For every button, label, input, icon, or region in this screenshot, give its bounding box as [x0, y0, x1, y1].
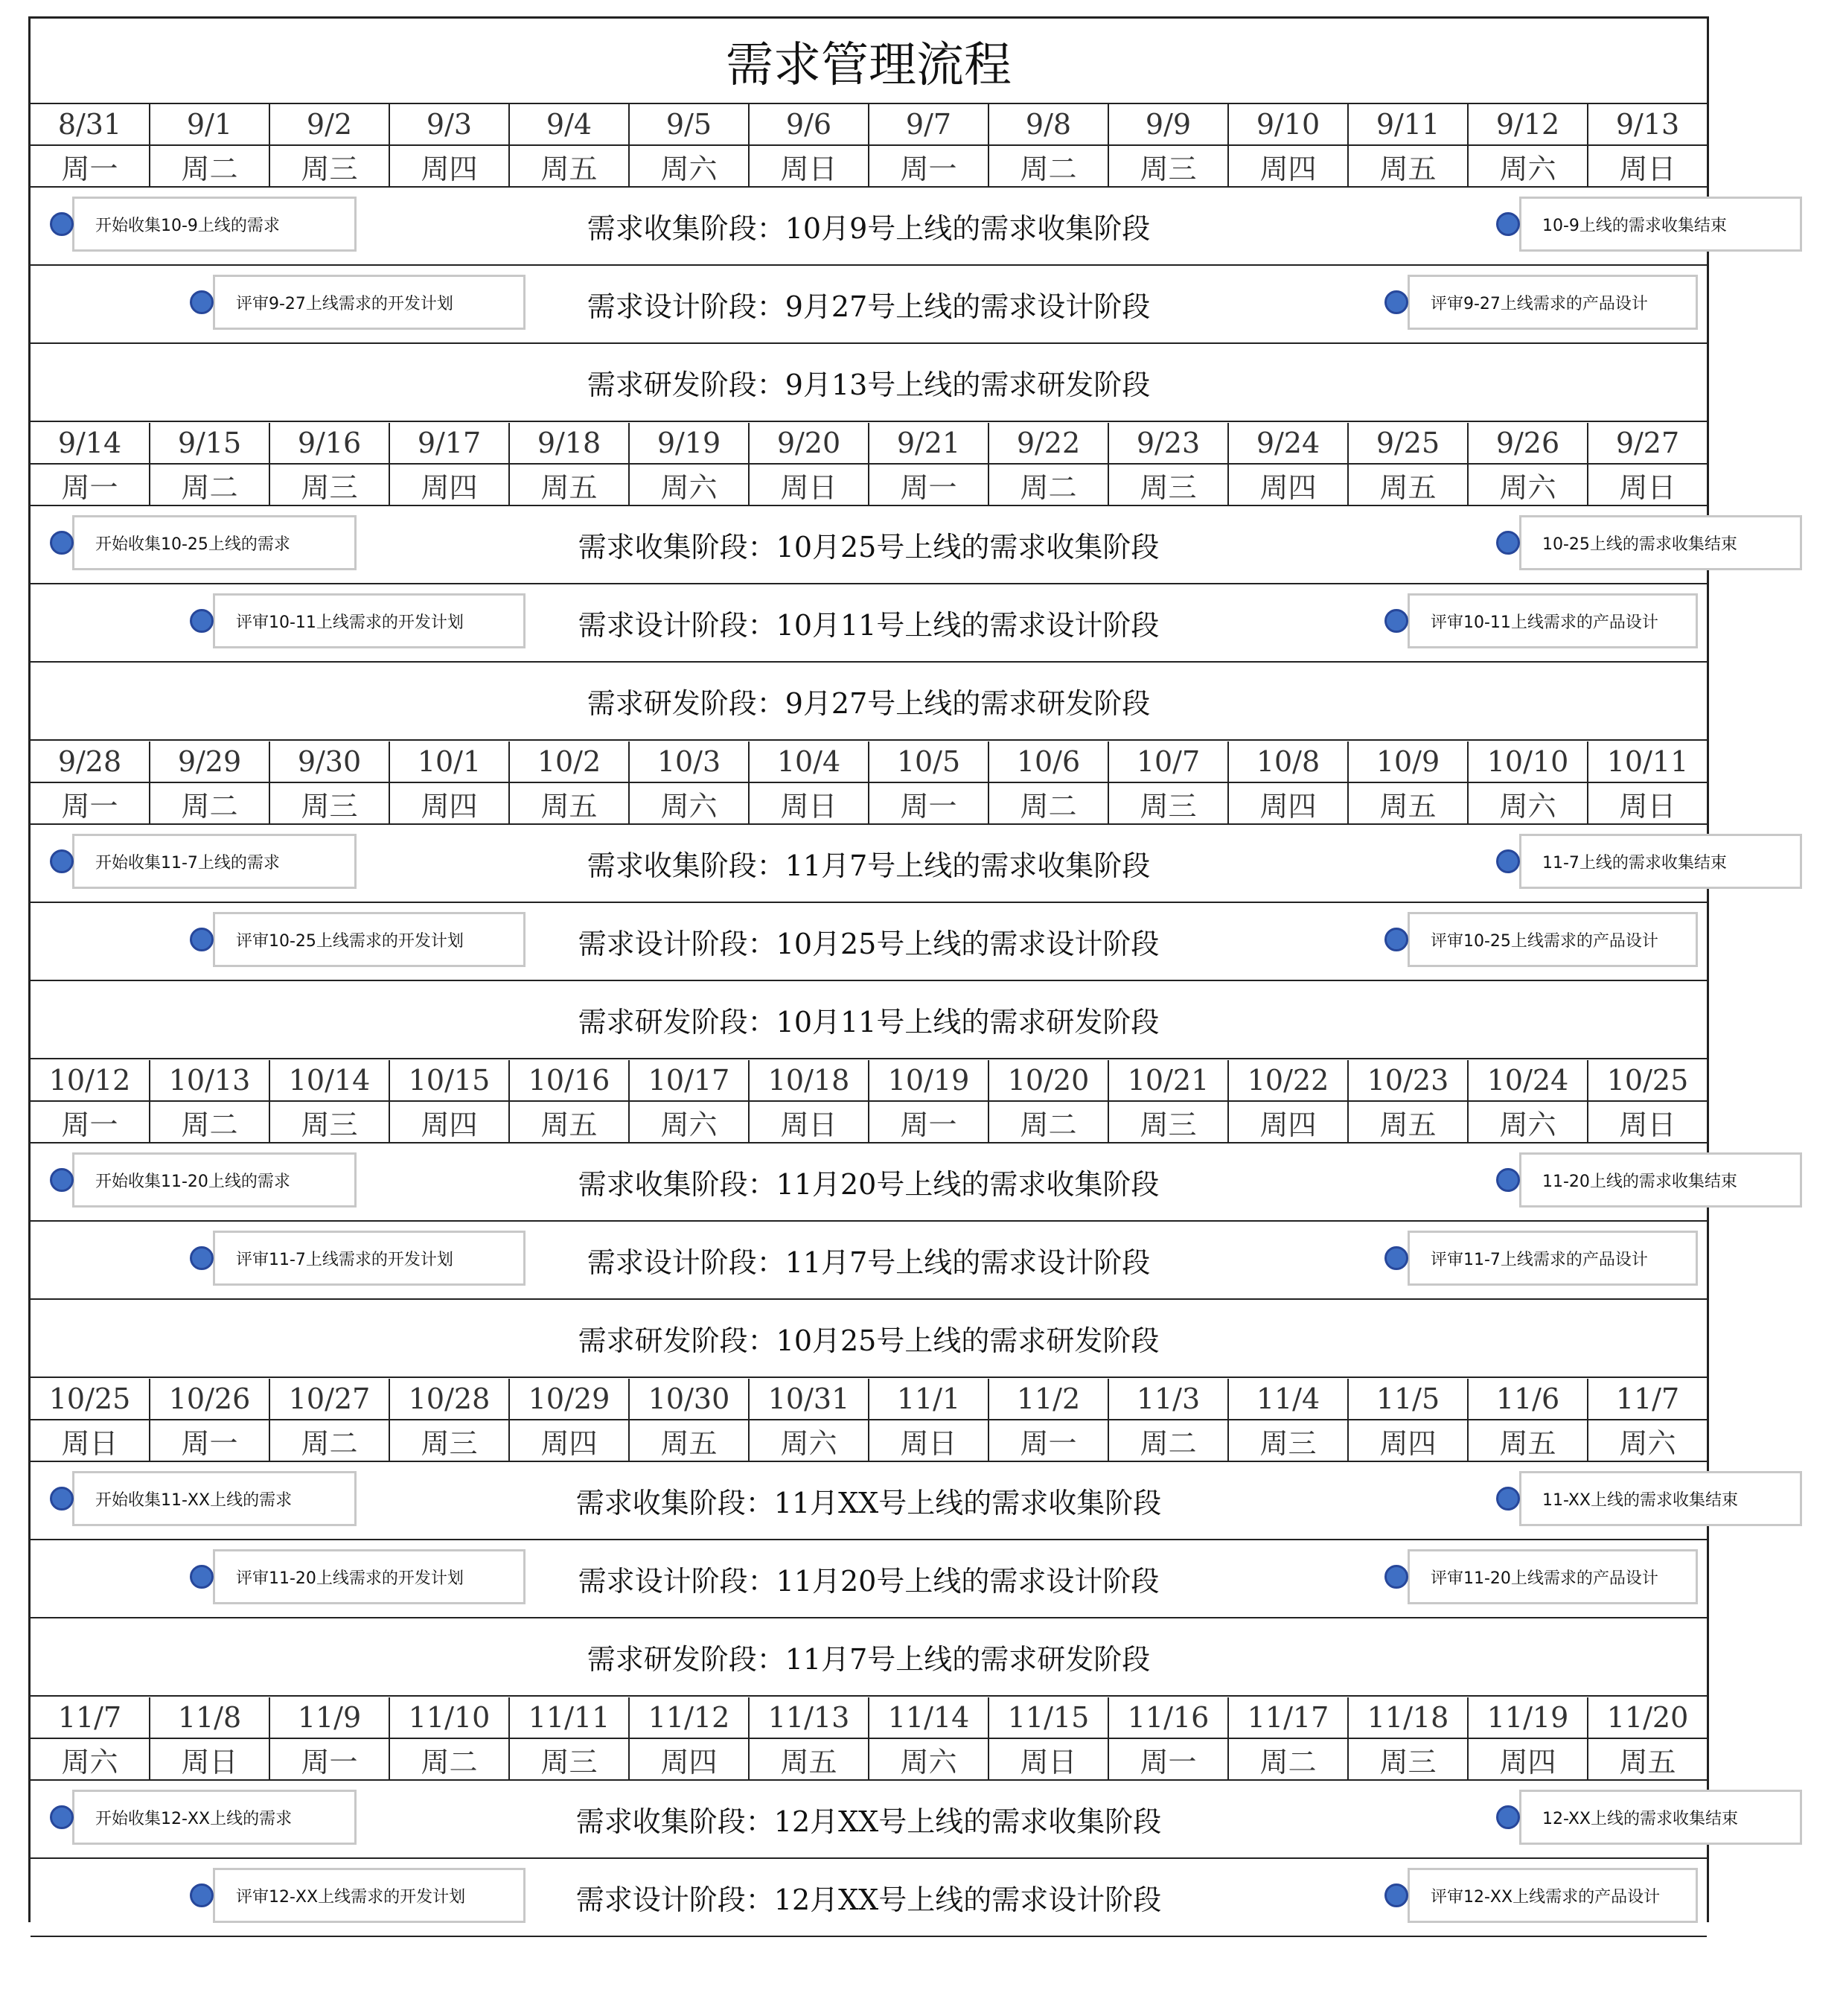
- weekday-cell: 周三: [1349, 1739, 1469, 1779]
- date-cell: 10/25: [31, 1379, 150, 1419]
- date-cell: 9/6: [750, 104, 869, 144]
- milestone-dot-icon: [190, 290, 214, 314]
- milestone-dot-icon: [50, 1805, 74, 1829]
- date-cell: 10/8: [1229, 741, 1349, 782]
- weekday-cell: 周五: [1349, 465, 1469, 505]
- date-cell: 10/29: [510, 1379, 630, 1419]
- weekday-cell: 周四: [1229, 783, 1349, 823]
- weekday-cell: 周日: [1619, 1108, 1676, 1141]
- stage-row-collect: [31, 1143, 1737, 1222]
- date-cell: 9/16: [270, 423, 390, 463]
- date-cell: 10/2: [510, 741, 630, 782]
- weekday-cell: 周日: [750, 1102, 869, 1142]
- date-cell: 10/26: [150, 1379, 270, 1419]
- date-cell: 10/24: [1469, 1060, 1588, 1100]
- weekday-cell: 周四: [390, 465, 510, 505]
- stage-row-collect: [31, 825, 1727, 903]
- date-cell: 11/6: [1469, 1379, 1588, 1419]
- date-row: [31, 741, 1707, 783]
- date-cell: 11/19: [1469, 1697, 1588, 1738]
- date-cell: 9/20: [750, 423, 869, 463]
- milestone-note-right: 11-20上线的需求收集结束: [1519, 1152, 1802, 1208]
- milestone-dot-icon: [1384, 1883, 1408, 1907]
- date-cell: 10/22: [1229, 1060, 1349, 1100]
- weekday-cell: 周六: [869, 1739, 989, 1779]
- milestone-dot-icon: [50, 531, 74, 555]
- date-cell: 11/4: [1229, 1379, 1349, 1419]
- date-cell: 10/28: [390, 1379, 510, 1419]
- date-cell: 10/14: [270, 1060, 390, 1100]
- stage-label-collect: 需求收集阶段：10月9号上线的需求收集阶段: [587, 212, 1151, 245]
- weekday-cell: 周五: [510, 465, 630, 505]
- stage-row-collect: [31, 506, 1737, 584]
- date-cell: 9/29: [150, 741, 270, 782]
- stage-row-dev: [31, 344, 1707, 422]
- milestone-note-left: 评审11-7上线需求的开发计划: [213, 1231, 526, 1286]
- date-cell: 9/27: [1615, 427, 1680, 459]
- process-sheet: [28, 16, 1738, 1922]
- stage-label-design: 需求设计阶段：9月27号上线的需求设计阶段: [587, 290, 1151, 323]
- date-cell: 11/16: [1109, 1697, 1229, 1738]
- date-cell: 11/17: [1229, 1697, 1349, 1738]
- stage-label-design: 需求设计阶段：12月XX号上线的需求设计阶段: [575, 1883, 1162, 1916]
- milestone-dot-icon: [1496, 1487, 1520, 1511]
- date-cell: 11/15: [989, 1697, 1109, 1738]
- date-cell: 10/1: [390, 741, 510, 782]
- stage-label-design: 需求设计阶段：10月11号上线的需求设计阶段: [578, 609, 1160, 642]
- milestone-dot-icon: [190, 1246, 214, 1270]
- schedule-block: [31, 1379, 1738, 1697]
- date-cell: 10/25: [1606, 1064, 1689, 1097]
- date-cell: 9/7: [869, 104, 989, 144]
- schedule-block: [31, 423, 1737, 741]
- date-cell: 9/21: [869, 423, 989, 463]
- weekday-cell: 周六: [1469, 465, 1588, 505]
- stage-label-dev: 需求研发阶段：10月11号上线的需求研发阶段: [578, 1006, 1160, 1039]
- date-cell: 10/13: [150, 1060, 270, 1100]
- milestone-dot-icon: [1384, 928, 1408, 951]
- date-cell: 10/19: [869, 1060, 989, 1100]
- milestone-note-right: 评审12-XX上线需求的产品设计: [1408, 1868, 1698, 1923]
- weekday-cell: 周一: [31, 783, 150, 823]
- milestone-note-left: 开始收集12-XX上线的需求: [72, 1790, 357, 1845]
- milestone-note-left: 开始收集10-25上线的需求: [72, 515, 357, 570]
- weekday-cell: 周五: [750, 1739, 869, 1779]
- milestone-note-right: 评审10-25上线需求的产品设计: [1408, 912, 1698, 967]
- weekday-cell: 周五: [1469, 1420, 1588, 1461]
- milestone-note-right: 12-XX上线的需求收集结束: [1519, 1790, 1802, 1845]
- date-cell: 9/19: [630, 423, 750, 463]
- date-cell: 11/9: [270, 1697, 390, 1738]
- weekday-row: [31, 1739, 1707, 1781]
- weekday-cell: 周六: [31, 1739, 150, 1779]
- weekday-cell: 周一: [31, 146, 150, 186]
- stage-label-design: 需求设计阶段：10月25号上线的需求设计阶段: [578, 928, 1160, 960]
- milestone-note-right: 评审9-27上线需求的产品设计: [1408, 275, 1698, 330]
- weekday-row: [31, 465, 1707, 506]
- schedule-block: [31, 741, 1727, 1060]
- weekday-cell: 周六: [1619, 1426, 1676, 1460]
- date-cell: 9/24: [1229, 423, 1349, 463]
- weekday-row: [31, 1420, 1707, 1462]
- weekday-cell: 周一: [989, 1420, 1109, 1461]
- weekday-cell: 周二: [1109, 1420, 1229, 1461]
- date-cell: 11/13: [750, 1697, 869, 1738]
- date-cell: 9/13: [1615, 108, 1680, 141]
- weekday-cell: 周日: [1619, 789, 1676, 823]
- milestone-note-right: 评审11-7上线需求的产品设计: [1408, 1231, 1698, 1286]
- date-cell: 11/5: [1349, 1379, 1469, 1419]
- weekday-cell: 周二: [989, 465, 1109, 505]
- milestone-dot-icon: [50, 849, 74, 873]
- weekday-row: [31, 783, 1707, 825]
- date-cell: 10/3: [630, 741, 750, 782]
- weekday-cell: 周一: [869, 465, 989, 505]
- weekday-row: [31, 146, 1707, 188]
- date-cell: 10/9: [1349, 741, 1469, 782]
- date-cell: 11/2: [989, 1379, 1109, 1419]
- weekday-cell: 周一: [869, 783, 989, 823]
- weekday-cell: 周六: [630, 783, 750, 823]
- date-cell: 9/9: [1109, 104, 1229, 144]
- date-cell: 9/26: [1469, 423, 1588, 463]
- date-cell: 10/16: [510, 1060, 630, 1100]
- date-cell: 9/8: [989, 104, 1109, 144]
- weekday-cell: 周三: [1109, 465, 1229, 505]
- weekday-cell: 周一: [150, 1420, 270, 1461]
- stage-row-design: [31, 266, 1707, 344]
- weekday-cell: 周五: [1349, 146, 1469, 186]
- stage-label-dev: 需求研发阶段：11月7号上线的需求研发阶段: [587, 1643, 1151, 1676]
- stage-row-collect: [31, 188, 1727, 266]
- date-row: [31, 1060, 1707, 1102]
- date-cell: 9/14: [31, 423, 150, 463]
- weekday-cell: 周五: [510, 146, 630, 186]
- weekday-cell: 周一: [869, 1102, 989, 1142]
- weekday-cell: 周一: [270, 1739, 390, 1779]
- date-cell: 10/6: [989, 741, 1109, 782]
- date-cell: 9/17: [390, 423, 510, 463]
- date-cell: 9/18: [510, 423, 630, 463]
- date-cell: 9/4: [510, 104, 630, 144]
- weekday-cell: 周六: [630, 465, 750, 505]
- date-cell: 10/20: [989, 1060, 1109, 1100]
- milestone-note-left: 开始收集11-XX上线的需求: [72, 1471, 357, 1526]
- date-cell: 10/10: [1469, 741, 1588, 782]
- weekday-cell: 周三: [1109, 1102, 1229, 1142]
- stage-row-dev: [31, 981, 1707, 1059]
- weekday-cell: 周三: [390, 1420, 510, 1461]
- weekday-cell: 周日: [750, 146, 869, 186]
- milestone-note-right: 11-XX上线的需求收集结束: [1519, 1471, 1802, 1526]
- weekday-cell: 周五: [510, 1102, 630, 1142]
- weekday-cell: 周二: [150, 465, 270, 505]
- milestone-note-left: 评审9-27上线需求的开发计划: [213, 275, 526, 330]
- date-cell: 11/7: [1615, 1382, 1680, 1415]
- stage-row-collect: [31, 1781, 1738, 1859]
- stage-label-design: 需求设计阶段：11月7号上线的需求设计阶段: [587, 1246, 1151, 1279]
- weekday-cell: 周四: [1349, 1420, 1469, 1461]
- milestone-note-left: 评审10-11上线需求的开发计划: [213, 593, 526, 648]
- weekday-cell: 周四: [630, 1739, 750, 1779]
- date-cell: 10/4: [750, 741, 869, 782]
- weekday-cell: 周二: [150, 146, 270, 186]
- weekday-cell: 周四: [1229, 1102, 1349, 1142]
- schedule-block: [31, 1060, 1737, 1379]
- weekday-cell: 周二: [390, 1739, 510, 1779]
- weekday-cell: 周三: [1109, 146, 1229, 186]
- schedule-block: [31, 1697, 1738, 2016]
- date-cell: 9/3: [390, 104, 510, 144]
- milestone-note-left: 评审10-25上线需求的开发计划: [213, 912, 526, 967]
- stage-row-design: [31, 1222, 1707, 1300]
- stage-row-collect: [31, 1462, 1738, 1540]
- weekday-cell: 周一: [31, 1102, 150, 1142]
- weekday-cell: 周四: [390, 783, 510, 823]
- weekday-cell: 周三: [270, 783, 390, 823]
- weekday-cell: 周二: [989, 1102, 1109, 1142]
- weekday-cell: 周日: [1619, 152, 1676, 185]
- date-cell: 9/1: [150, 104, 270, 144]
- stage-row-design: [31, 584, 1707, 663]
- weekday-cell: 周五: [510, 783, 630, 823]
- date-cell: 11/3: [1109, 1379, 1229, 1419]
- milestone-dot-icon: [1496, 849, 1520, 873]
- milestone-dot-icon: [1384, 1246, 1408, 1270]
- stage-row-dev: [31, 1300, 1707, 1378]
- weekday-cell: 周二: [989, 783, 1109, 823]
- milestone-dot-icon: [190, 928, 214, 951]
- date-cell: 9/2: [270, 104, 390, 144]
- milestone-note-right: 10-25上线的需求收集结束: [1519, 515, 1802, 570]
- weekday-cell: 周六: [1469, 146, 1588, 186]
- stage-row-dev: [31, 663, 1707, 741]
- milestone-dot-icon: [50, 1487, 74, 1511]
- stage-label-collect: 需求收集阶段：11月XX号上线的需求收集阶段: [575, 1487, 1162, 1519]
- stage-row-dev: [31, 1618, 1707, 1697]
- milestone-dot-icon: [1384, 1565, 1408, 1589]
- date-cell: 10/30: [630, 1379, 750, 1419]
- weekday-cell: 周一: [31, 465, 150, 505]
- weekday-cell: 周三: [1229, 1420, 1349, 1461]
- weekday-cell: 周五: [1349, 1102, 1469, 1142]
- milestone-note-left: 开始收集11-7上线的需求: [72, 834, 357, 889]
- stage-label-dev: 需求研发阶段：10月25号上线的需求研发阶段: [578, 1324, 1160, 1357]
- stage-row-design: [31, 1859, 1707, 1937]
- weekday-row: [31, 1102, 1707, 1143]
- milestone-note-right: 11-7上线的需求收集结束: [1519, 834, 1802, 889]
- date-cell: 8/31: [31, 104, 150, 144]
- weekday-cell: 周一: [1109, 1739, 1229, 1779]
- weekday-cell: 周二: [1229, 1739, 1349, 1779]
- date-cell: 9/23: [1109, 423, 1229, 463]
- weekday-cell: 周五: [1349, 783, 1469, 823]
- date-cell: 10/5: [869, 741, 989, 782]
- stage-label-collect: 需求收集阶段：11月20号上线的需求收集阶段: [578, 1168, 1160, 1201]
- weekday-cell: 周二: [150, 1102, 270, 1142]
- date-cell: 10/27: [270, 1379, 390, 1419]
- date-cell: 11/20: [1606, 1701, 1689, 1734]
- date-cell: 9/22: [989, 423, 1109, 463]
- milestone-dot-icon: [1384, 290, 1408, 314]
- date-cell: 10/31: [750, 1379, 869, 1419]
- date-cell: 11/8: [150, 1697, 270, 1738]
- weekday-cell: 周四: [1229, 465, 1349, 505]
- date-cell: 9/10: [1229, 104, 1349, 144]
- weekday-cell: 周四: [390, 146, 510, 186]
- weekday-cell: 周三: [270, 1102, 390, 1142]
- milestone-dot-icon: [1496, 531, 1520, 555]
- weekday-cell: 周日: [989, 1739, 1109, 1779]
- milestone-note-right: 10-9上线的需求收集结束: [1519, 197, 1802, 252]
- milestone-note-left: 评审11-20上线需求的开发计划: [213, 1549, 526, 1604]
- stage-row-design: [31, 1540, 1707, 1618]
- weekday-cell: 周六: [1469, 783, 1588, 823]
- weekday-cell: 周六: [630, 1102, 750, 1142]
- weekday-cell: 周二: [150, 783, 270, 823]
- date-cell: 11/7: [31, 1697, 150, 1738]
- date-cell: 9/25: [1349, 423, 1469, 463]
- milestone-dot-icon: [190, 1565, 214, 1589]
- weekday-cell: 周三: [510, 1739, 630, 1779]
- milestone-dot-icon: [50, 1168, 74, 1192]
- weekday-cell: 周五: [1619, 1745, 1676, 1779]
- milestone-dot-icon: [1496, 212, 1520, 236]
- date-cell: 10/12: [31, 1060, 150, 1100]
- weekday-cell: 周四: [510, 1420, 630, 1461]
- milestone-note-left: 开始收集11-20上线的需求: [72, 1152, 357, 1208]
- schedule-block: [31, 104, 1727, 423]
- date-cell: 11/11: [510, 1697, 630, 1738]
- stage-label-collect: 需求收集阶段：10月25号上线的需求收集阶段: [578, 531, 1160, 564]
- weekday-cell: 周日: [150, 1739, 270, 1779]
- date-row: [31, 423, 1707, 465]
- weekday-cell: 周三: [1109, 783, 1229, 823]
- weekday-cell: 周三: [270, 465, 390, 505]
- date-cell: 9/28: [31, 741, 150, 782]
- stage-label-collect: 需求收集阶段：12月XX号上线的需求收集阶段: [575, 1805, 1162, 1838]
- milestone-note-right: 评审11-20上线需求的产品设计: [1408, 1549, 1698, 1604]
- date-row: [31, 1697, 1707, 1739]
- stage-label-dev: 需求研发阶段：9月13号上线的需求研发阶段: [587, 369, 1151, 401]
- milestone-dot-icon: [1384, 609, 1408, 633]
- date-cell: 10/21: [1109, 1060, 1229, 1100]
- date-cell: 11/18: [1349, 1697, 1469, 1738]
- weekday-cell: 周六: [630, 146, 750, 186]
- weekday-cell: 周二: [270, 1420, 390, 1461]
- weekday-cell: 周四: [390, 1102, 510, 1142]
- weekday-cell: 周日: [750, 465, 869, 505]
- date-cell: 10/18: [750, 1060, 869, 1100]
- weekday-cell: 周日: [750, 783, 869, 823]
- weekday-cell: 周四: [1229, 146, 1349, 186]
- date-cell: 11/1: [869, 1379, 989, 1419]
- date-cell: 11/10: [390, 1697, 510, 1738]
- date-cell: 9/11: [1349, 104, 1469, 144]
- date-cell: 9/30: [270, 741, 390, 782]
- milestone-dot-icon: [190, 609, 214, 633]
- date-cell: 9/5: [630, 104, 750, 144]
- date-row: [31, 1379, 1707, 1420]
- weekday-cell: 周五: [630, 1420, 750, 1461]
- milestone-dot-icon: [1496, 1805, 1520, 1829]
- weekday-cell: 周日: [31, 1420, 150, 1461]
- milestone-note-left: 评审12-XX上线需求的开发计划: [213, 1868, 526, 1923]
- date-row: [31, 104, 1707, 146]
- weekday-cell: 周二: [989, 146, 1109, 186]
- date-cell: 10/11: [1606, 745, 1689, 778]
- weekday-cell: 周三: [270, 146, 390, 186]
- weekday-cell: 周日: [1619, 470, 1676, 504]
- weekday-cell: 周六: [1469, 1102, 1588, 1142]
- page-title: 需求管理流程: [31, 19, 1707, 104]
- weekday-cell: 周六: [750, 1420, 869, 1461]
- weekday-cell: 周四: [1469, 1739, 1588, 1779]
- milestone-note-right: 评审10-11上线需求的产品设计: [1408, 593, 1698, 648]
- date-cell: 10/7: [1109, 741, 1229, 782]
- milestone-note-left: 开始收集10-9上线的需求: [72, 197, 357, 252]
- milestone-dot-icon: [190, 1883, 214, 1907]
- weekday-cell: 周日: [869, 1420, 989, 1461]
- milestone-dot-icon: [1496, 1168, 1520, 1192]
- date-cell: 9/12: [1469, 104, 1588, 144]
- milestone-dot-icon: [50, 212, 74, 236]
- stage-row-design: [31, 903, 1707, 981]
- weekday-cell: 周一: [869, 146, 989, 186]
- date-cell: 11/12: [630, 1697, 750, 1738]
- stage-label-dev: 需求研发阶段：9月27号上线的需求研发阶段: [587, 687, 1151, 720]
- stage-label-design: 需求设计阶段：11月20号上线的需求设计阶段: [578, 1565, 1160, 1598]
- date-cell: 11/14: [869, 1697, 989, 1738]
- date-cell: 10/15: [390, 1060, 510, 1100]
- date-cell: 9/15: [150, 423, 270, 463]
- date-cell: 10/17: [630, 1060, 750, 1100]
- stage-label-collect: 需求收集阶段：11月7号上线的需求收集阶段: [587, 849, 1151, 882]
- date-cell: 10/23: [1349, 1060, 1469, 1100]
